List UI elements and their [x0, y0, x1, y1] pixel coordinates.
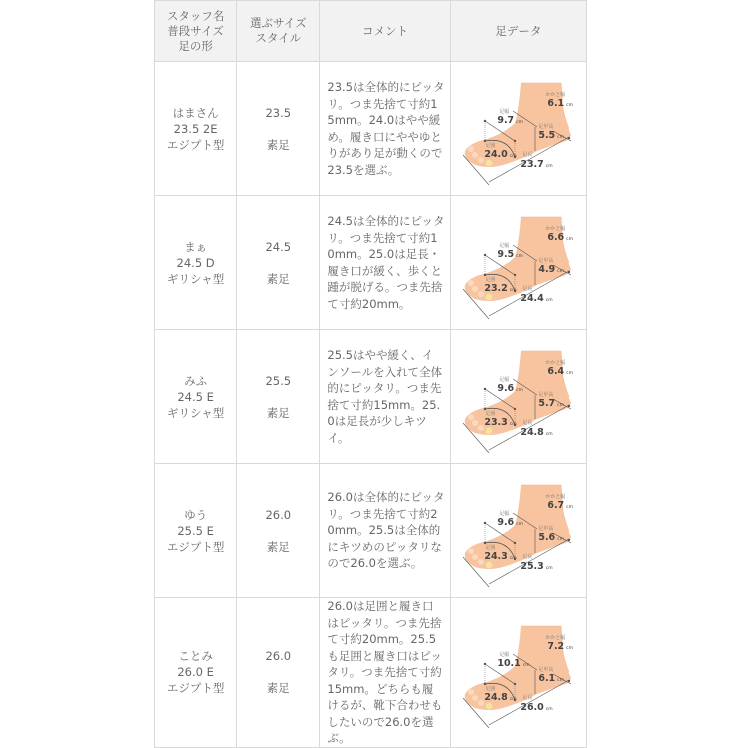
foot-width-label: 足幅	[499, 376, 510, 383]
foot-illustration-icon	[453, 69, 583, 189]
header-foot-data	[450, 1, 586, 62]
instep-height-number: 4.9	[538, 263, 556, 275]
foot-data-cell	[450, 330, 586, 464]
foot-illustration-icon	[453, 203, 583, 323]
unit: cm	[566, 646, 574, 652]
instep-height-number: 5.7	[538, 397, 556, 409]
unit: cm	[557, 402, 565, 408]
comment-cell: 25.5はやや緩く、インソールを入れて全体的にピッタリ。つま先捨て寸約15mm。25.0は足長が少しキツイ。	[320, 330, 450, 464]
staff-cell	[155, 598, 237, 748]
unit: cm	[516, 253, 524, 259]
foot-girth-number: 23.3	[484, 416, 508, 428]
instep-height-label: 足甲高	[538, 391, 554, 398]
header-size	[237, 1, 320, 62]
style: 素足	[266, 681, 290, 696]
instep-height-value	[538, 533, 564, 545]
staff-usual-size: 24.5 E	[177, 389, 214, 404]
foot-girth-value	[484, 418, 516, 430]
unit: cm	[545, 431, 553, 437]
foot-girth-label: 足囲	[485, 410, 496, 417]
size-cell	[237, 196, 320, 330]
heel-width-number: 6.7	[547, 499, 565, 511]
foot-girth-value	[484, 150, 516, 162]
foot-girth-label: 足囲	[485, 686, 496, 693]
comment-cell: 24.5は全体的にピッタリ。つま先捨て寸約10mm。25.0は足長・履き口が緩く、歩くと踵が脱げる。つま先捨て寸約20mm。	[320, 196, 450, 330]
staff-size-table	[154, 0, 587, 748]
foot-width-label: 足幅	[499, 242, 510, 249]
foot-length-value	[520, 160, 552, 172]
unit: cm	[566, 102, 574, 108]
foot-width-label: 足幅	[499, 108, 510, 115]
foot-width-number: 9.6	[497, 382, 515, 394]
size-cell	[237, 598, 320, 748]
staff-size-table-wrapper	[154, 0, 587, 745]
staff-foot-shape: エジプト型	[166, 681, 225, 696]
staff-name: ゆう	[184, 507, 208, 522]
unit: cm	[509, 287, 517, 293]
heel-width-number: 6.1	[547, 97, 565, 109]
style: 素足	[266, 137, 290, 152]
foot-girth-label: 足囲	[485, 142, 496, 149]
heel-width-number: 6.4	[547, 365, 565, 377]
chosen-size: 25.5	[265, 373, 292, 388]
foot-width-number: 9.7	[497, 114, 515, 126]
unit: cm	[522, 663, 530, 669]
foot-data-cell	[450, 196, 586, 330]
foot-illustration-icon	[453, 471, 583, 591]
unit: cm	[509, 697, 517, 703]
foot-width-label: 足幅	[499, 510, 510, 517]
header-comment-line: コメント	[362, 23, 409, 38]
staff-foot-shape: ギリシャ型	[166, 271, 225, 286]
foot-length-label: 足長	[522, 419, 533, 426]
unit: cm	[545, 163, 553, 169]
foot-illustration-icon	[453, 337, 583, 457]
foot-girth-value	[484, 552, 516, 564]
unit: cm	[566, 236, 574, 242]
foot-length-label: 足長	[522, 151, 533, 158]
chosen-size: 24.5	[265, 239, 292, 254]
staff-cell	[155, 196, 237, 330]
staff-foot-shape: エジプト型	[166, 137, 225, 152]
staff-usual-size: 25.5 E	[177, 523, 214, 538]
instep-height-label: 足甲高	[538, 257, 554, 264]
style: 素足	[266, 271, 290, 286]
foot-length-value	[520, 562, 552, 574]
staff-usual-size: 23.5 2E	[173, 121, 218, 136]
foot-illustration-icon	[453, 612, 583, 732]
foot-length-label: 足長	[522, 285, 533, 292]
foot-length-value	[520, 428, 552, 440]
staff-name: はまさん	[172, 105, 219, 120]
foot-width-value	[497, 116, 523, 128]
foot-girth-value	[484, 693, 516, 705]
unit: cm	[516, 119, 524, 125]
heel-width-label: かかと幅	[545, 635, 566, 642]
heel-width-value	[547, 642, 573, 654]
chosen-size: 26.0	[265, 649, 292, 664]
foot-width-label: 足幅	[499, 652, 510, 659]
instep-height-value	[538, 131, 564, 143]
instep-height-value	[538, 265, 564, 277]
size-cell	[237, 330, 320, 464]
unit: cm	[557, 268, 565, 274]
comment-cell: 26.0は全体的にピッタリ。つま先捨て寸約20mm。25.5は全体的にキツめのピッタリなので26.0を選ぶ。	[320, 464, 450, 598]
staff-cell	[155, 62, 237, 196]
header-staff-line: スタッフ名	[166, 8, 225, 23]
unit: cm	[509, 555, 517, 561]
staff-foot-shape: エジプト型	[166, 539, 225, 554]
unit: cm	[545, 565, 553, 571]
instep-height-label: 足甲高	[538, 123, 554, 130]
foot-length-label: 足長	[522, 553, 533, 560]
heel-width-label: かかと幅	[545, 359, 566, 366]
chosen-size: 26.0	[265, 507, 292, 522]
table-row	[155, 464, 587, 598]
header-staff-line: 足の形	[178, 38, 213, 53]
unit: cm	[557, 678, 565, 684]
staff-name: ことみ	[178, 649, 213, 664]
heel-width-label: かかと幅	[545, 91, 566, 98]
foot-diagram	[453, 612, 583, 732]
foot-data-cell	[450, 598, 586, 748]
unit: cm	[509, 153, 517, 159]
foot-width-value	[497, 659, 529, 671]
instep-height-label: 足甲高	[538, 667, 554, 674]
header-comment	[320, 1, 450, 62]
unit: cm	[557, 134, 565, 140]
heel-width-number: 7.2	[547, 641, 565, 653]
header-staff	[155, 1, 237, 62]
unit: cm	[566, 370, 574, 376]
foot-diagram	[453, 337, 583, 457]
instep-height-value	[538, 399, 564, 411]
table-row	[155, 196, 587, 330]
foot-diagram	[453, 203, 583, 323]
foot-girth-label: 足囲	[485, 276, 496, 283]
foot-girth-number: 24.8	[484, 692, 508, 704]
unit: cm	[516, 521, 524, 527]
foot-width-number: 10.1	[497, 658, 521, 670]
header-size-line: スタイル	[255, 31, 302, 45]
unit: cm	[557, 536, 565, 542]
foot-diagram	[453, 69, 583, 189]
heel-width-value	[547, 233, 573, 245]
foot-length-label: 足長	[522, 695, 533, 702]
foot-diagram	[453, 471, 583, 591]
instep-height-number: 5.5	[538, 129, 556, 141]
foot-width-value	[497, 250, 523, 262]
foot-data-cell	[450, 62, 586, 196]
unit: cm	[545, 707, 553, 713]
foot-length-value	[520, 703, 552, 715]
staff-cell	[155, 464, 237, 598]
staff-foot-shape: ギリシャ型	[166, 405, 225, 420]
instep-height-number: 6.1	[538, 673, 556, 685]
heel-width-label: かかと幅	[545, 225, 566, 232]
heel-width-number: 6.6	[547, 231, 565, 243]
staff-name: まぁ	[184, 239, 208, 254]
header-foot-data-line: 足データ	[495, 23, 542, 38]
foot-girth-number: 24.0	[484, 148, 508, 160]
comment-cell: 23.5は全体的にピッタリ。つま先捨て寸約15mm。24.0はやや緩め。履き口にややゆとりがあり足が動くので23.5を選ぶ。	[320, 62, 450, 196]
table-row	[155, 330, 587, 464]
foot-length-number: 24.8	[520, 426, 544, 438]
foot-girth-number: 23.2	[484, 282, 508, 294]
heel-width-value	[547, 99, 573, 111]
heel-width-value	[547, 367, 573, 379]
instep-height-label: 足甲高	[538, 525, 554, 532]
unit: cm	[566, 504, 574, 510]
foot-girth-label: 足囲	[485, 544, 496, 551]
foot-girth-value	[484, 284, 516, 296]
comment-cell: 26.0は足囲と履き口はピッタリ。つま先捨て寸約20mm。25.5も足囲と履き口はピッタリ。つま先捨て寸約15mm。どちらも履けるが、靴下合わせもしたいので26.0を選ぶ。	[320, 598, 450, 748]
foot-width-number: 9.6	[497, 516, 515, 528]
foot-length-number: 26.0	[520, 702, 544, 714]
instep-height-value	[538, 674, 564, 686]
foot-length-value	[520, 294, 552, 306]
table-header-row	[155, 1, 587, 62]
foot-length-number: 24.4	[520, 292, 544, 304]
style: 素足	[266, 405, 290, 420]
style: 素足	[266, 539, 290, 554]
foot-data-cell	[450, 464, 586, 598]
foot-length-number: 25.3	[520, 560, 544, 572]
table-row	[155, 62, 587, 196]
foot-length-number: 23.7	[520, 158, 544, 170]
staff-name: みふ	[184, 373, 208, 388]
staff-usual-size: 24.5 D	[176, 255, 215, 270]
unit: cm	[516, 387, 524, 393]
staff-usual-size: 26.0 E	[177, 665, 214, 680]
header-size-line: 選ぶサイズ	[249, 16, 307, 30]
foot-girth-number: 24.3	[484, 550, 508, 562]
size-cell	[237, 62, 320, 196]
staff-cell	[155, 330, 237, 464]
unit: cm	[545, 297, 553, 303]
header-staff-line: 普段サイズ	[167, 23, 224, 38]
foot-width-number: 9.5	[497, 248, 515, 260]
unit: cm	[509, 421, 517, 427]
chosen-size: 23.5	[265, 105, 292, 120]
instep-height-number: 5.6	[538, 531, 556, 543]
foot-width-value	[497, 384, 523, 396]
table-row	[155, 598, 587, 748]
size-cell	[237, 464, 320, 598]
foot-width-value	[497, 518, 523, 530]
heel-width-label: かかと幅	[545, 493, 566, 500]
heel-width-value	[547, 501, 573, 513]
